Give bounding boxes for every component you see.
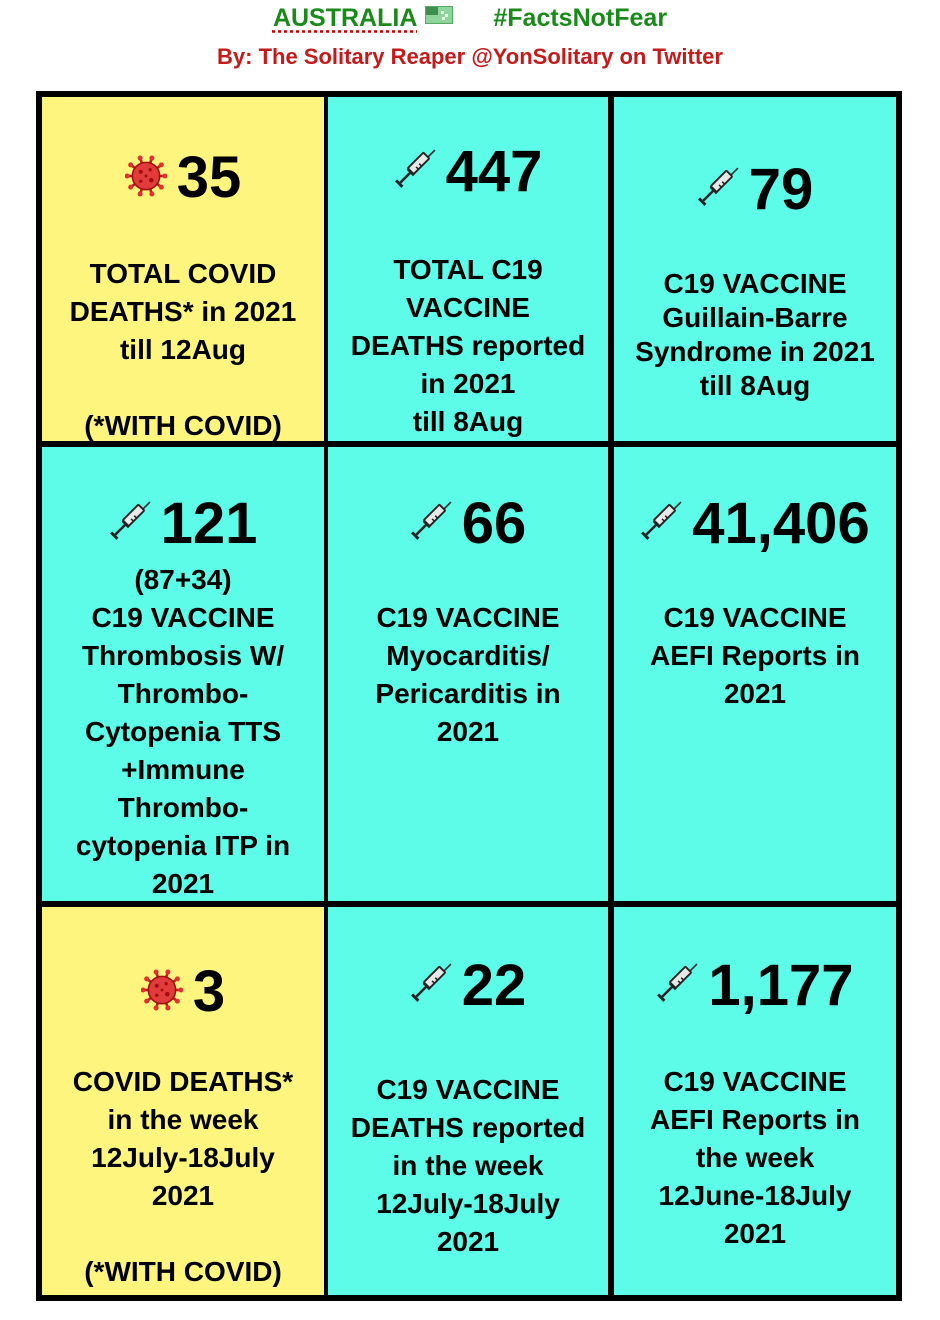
stat-card — [328, 97, 608, 441]
stat-value: 447 — [445, 138, 543, 204]
stat-label-line: Thrombo- — [117, 792, 249, 823]
stat-value: 1,177 — [708, 952, 854, 1018]
stat-card — [328, 907, 608, 1295]
stat-figure — [42, 144, 324, 210]
stat-label — [42, 255, 324, 445]
stats-grid — [36, 91, 902, 1301]
stat-card — [614, 907, 896, 1295]
stat-figure — [42, 490, 324, 556]
stat-value: 22 — [461, 952, 527, 1018]
stat-card — [42, 447, 324, 901]
stat-card — [328, 447, 608, 901]
stat-label-line: 2021 — [436, 716, 500, 747]
byline: By: The Solitary Reaper @YonSolitary on Twitter — [217, 44, 723, 69]
country-title: AUSTRALIA — [272, 4, 418, 32]
stat-label-line: C19 VACCINE — [663, 1066, 847, 1097]
syringe-icon — [697, 161, 739, 219]
stat-value: 121 — [160, 490, 258, 556]
stat-label-line: 12July-18July — [376, 1188, 560, 1219]
stat-label-line: COVID DEATHS* — [72, 1066, 294, 1097]
stat-label-line: 2021 — [723, 678, 787, 709]
stat-label-line — [42, 369, 324, 407]
syringe-icon — [394, 143, 436, 201]
stat-label-line: in the week — [392, 1150, 544, 1181]
stat-label-line: 2021 — [723, 1218, 787, 1249]
stat-label-line: DEATHS reported — [350, 330, 586, 361]
stat-figure — [42, 958, 324, 1024]
stat-label — [614, 267, 896, 403]
stat-label-line: C19 VACCINE — [376, 1074, 560, 1105]
stat-label-line: C19 VACCINE — [663, 268, 847, 299]
stat-label-line: (*WITH COVID) — [84, 1256, 282, 1287]
title-line — [0, 4, 940, 38]
syringe-icon — [109, 495, 151, 553]
stat-label-line: till 8Aug — [699, 370, 811, 401]
stat-label-line: Pericarditis in — [375, 678, 561, 709]
stat-figure — [328, 490, 608, 556]
stat-label-line: the week — [695, 1142, 815, 1173]
stat-label — [42, 1063, 324, 1291]
stat-label — [328, 599, 608, 751]
syringe-icon — [410, 957, 452, 1015]
stat-value: 79 — [748, 156, 814, 222]
stat-label-line — [42, 1215, 324, 1253]
stat-label-line: Myocarditis/ — [386, 640, 550, 671]
stat-label-line: cytopenia ITP in — [75, 830, 291, 861]
stat-label-line: Thrombosis W/ — [81, 640, 285, 671]
stat-label-line: TOTAL C19 — [393, 254, 543, 285]
stat-label — [328, 251, 608, 441]
syringe-icon — [656, 957, 698, 1015]
stat-figure — [614, 952, 896, 1018]
stat-figure — [614, 156, 896, 222]
stat-label-line: DEATHS* in 2021 — [69, 296, 297, 327]
stat-label-line: 12June-18July — [658, 1180, 852, 1211]
stat-label-line: +Immune — [121, 754, 245, 785]
stat-label-line: 2021 — [151, 868, 215, 899]
stat-label — [42, 561, 324, 903]
stat-value: 41,406 — [692, 490, 870, 556]
stat-figure — [328, 952, 608, 1018]
stat-label — [614, 1063, 896, 1253]
stat-label-line: 2021 — [436, 1226, 500, 1257]
stat-value: 66 — [461, 490, 527, 556]
stat-label — [614, 599, 896, 713]
stat-label-line: till 12Aug — [119, 334, 246, 365]
stat-label — [328, 1071, 608, 1261]
stat-label-line: Cytopenia TTS — [84, 716, 281, 747]
stat-label-line: in 2021 — [420, 368, 516, 399]
stat-label-line: C19 VACCINE — [663, 602, 847, 633]
stat-label-line: C19 VACCINE — [91, 602, 275, 633]
stat-label-line: Syndrome in 2021 — [635, 336, 875, 367]
stat-label-line: 12July-18July — [91, 1142, 275, 1173]
stat-label-line: in the week — [107, 1104, 259, 1135]
stat-label-line: (*WITH COVID) — [84, 410, 282, 441]
stat-label-line: DEATHS reported — [350, 1112, 586, 1143]
stat-figure — [614, 490, 896, 556]
stat-card — [614, 447, 896, 901]
stat-value: 3 — [192, 958, 226, 1024]
stat-figure — [328, 138, 608, 204]
stat-value: 35 — [176, 144, 242, 210]
stat-label-line: 2021 — [151, 1180, 215, 1211]
stat-label-line: Thrombo- — [117, 678, 249, 709]
stat-card — [614, 97, 896, 441]
virus-icon — [125, 149, 167, 207]
stat-label-line: TOTAL COVID — [89, 258, 277, 289]
stat-card — [42, 97, 324, 441]
stat-label-line: C19 VACCINE — [376, 602, 560, 633]
syringe-icon — [640, 495, 682, 553]
flag-icon — [425, 6, 453, 24]
virus-icon — [141, 963, 183, 1021]
hashtag: #FactsNotFear — [493, 4, 668, 32]
stat-card — [42, 907, 324, 1295]
stat-label-line: Guillain-Barre — [662, 302, 848, 333]
stat-label-line: AEFI Reports in — [649, 1104, 860, 1135]
stat-label-line: till 8Aug — [412, 406, 524, 437]
stat-label-line: VACCINE — [406, 292, 530, 323]
stat-label-line: (87+34) — [134, 564, 232, 595]
stat-label-line: AEFI Reports in — [649, 640, 860, 671]
syringe-icon — [410, 495, 452, 553]
